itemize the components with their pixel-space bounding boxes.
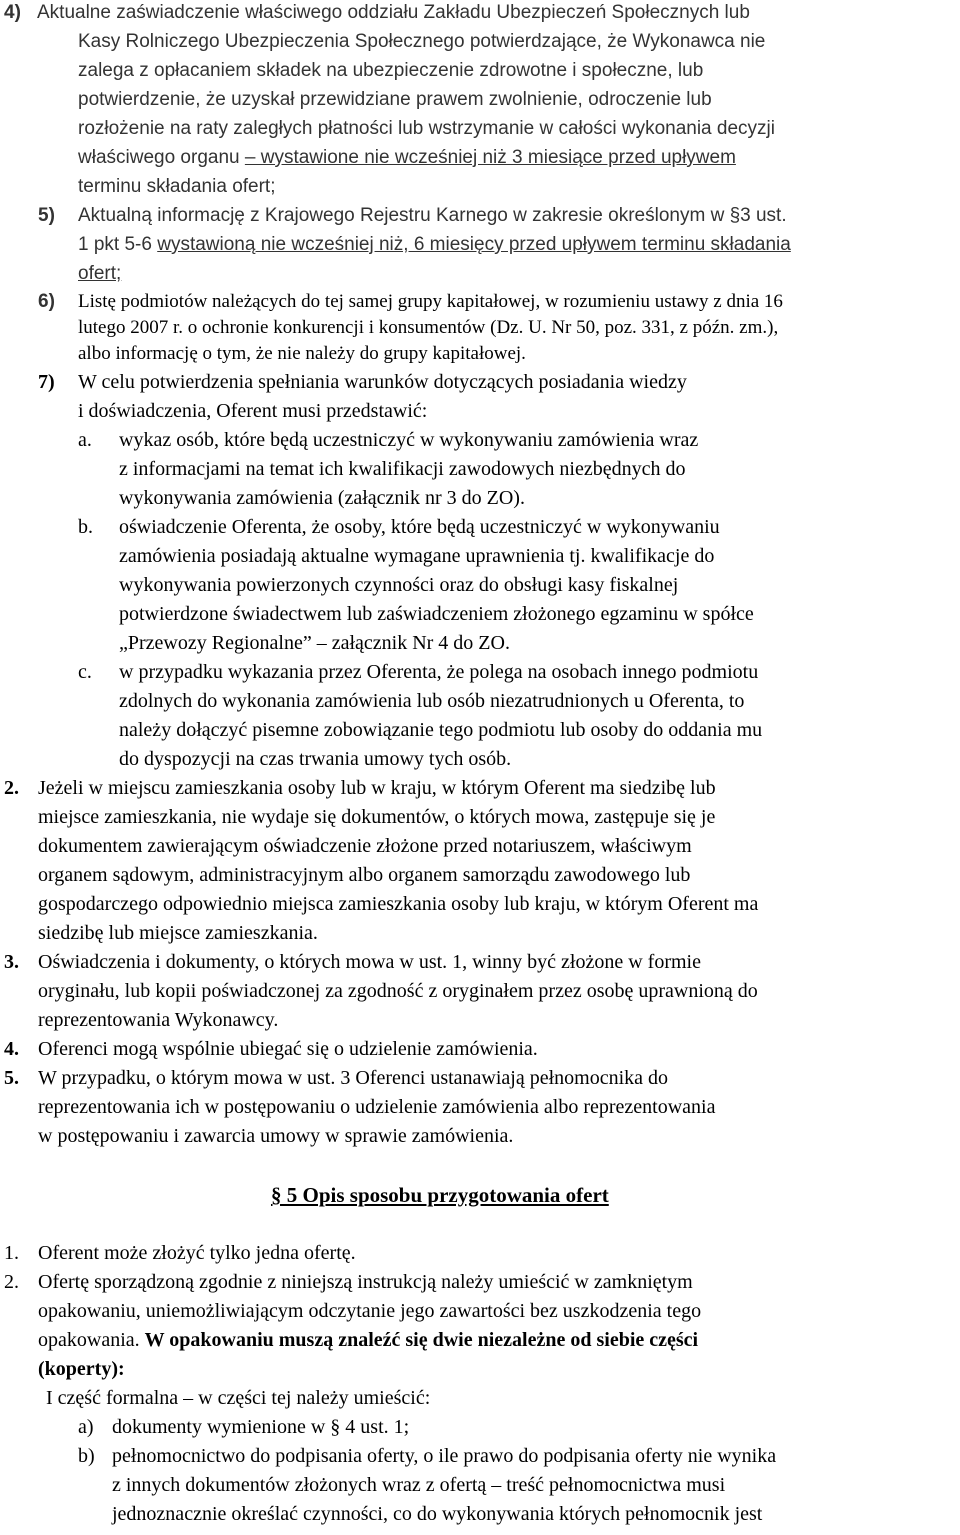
p5-line-3: w postępowaniu i zawarcia umowy w sprawie zamówienia. — [38, 1125, 514, 1147]
item7-line-1: W celu potwierdzenia spełniania warunków dotyczących posiadania wiedzy — [78, 371, 687, 393]
paragraph-number: 5. — [4, 1067, 19, 1089]
p3-line-3: reprezentowania Wykonawcy. — [38, 1009, 279, 1031]
p2-line-1: Jeżeli w miejscu zamieszkania osoby lub w kraju, w którym Oferent ma siedzibę lub — [38, 777, 716, 799]
section-heading: § 5 Opis sposobu przygotowania ofert — [271, 1183, 609, 1207]
item7-a-label: a. — [78, 429, 92, 451]
item4-line-6b: – wystawione nie wcześniej niż 3 miesiące przed upływem — [244, 147, 736, 168]
item5-line-2b: wystawioną nie wcześniej niż, 6 miesięcy przed upływem terminu składania — [157, 234, 791, 255]
part1-title: I część formalna – w części tej należy umieścić: — [46, 1387, 431, 1409]
item4-line-7: terminu składania ofert; — [78, 176, 276, 197]
part1-a-label: a) — [78, 1416, 94, 1438]
item4-line-6a: właściwego organu — [78, 147, 245, 168]
part1-b-line-3: jednoznacznie określać czynności, co do wykonywania których pełnomocnik jest — [112, 1503, 763, 1525]
item5-line-1: Aktualną informację z Krajowego Rejestru Karnego w zakresie określonym w §3 ust. — [78, 205, 787, 226]
paragraph-number: 3. — [4, 951, 19, 973]
item7-a-line-2: z informacjami na temat ich kwalifikacji zawodowych niezbędnych do — [119, 458, 686, 480]
item7-c-line-2: zdolnych do wykonania zamówienia lub osób niezatrudnionych u Oferenta, to — [119, 690, 745, 712]
item5-line-3: ofert; — [78, 263, 122, 284]
item7-a-line-3: wykonywania zamówienia (załącznik nr 3 do ZO). — [119, 487, 525, 509]
item4-line-4: potwierdzenie, że uzyskał przewidziane prawem zwolnienie, odroczenie lub — [78, 89, 712, 110]
s2-line-3 — [38, 1330, 698, 1350]
p5-line-2: reprezentowania ich w postępowaniu o udzielenie zamówienia albo reprezentowania — [38, 1096, 716, 1118]
item4-line-5: rozłożenie na raty zaległych płatności lub wstrzymanie w całości wykonania decyzji — [78, 118, 775, 139]
item6-line-1: Listę podmiotów należących do tej samej grupy kapitałowej, w rozumieniu ustawy z dnia 16 — [78, 291, 783, 312]
item5-line-2a: 1 pkt 5-6 — [78, 234, 158, 255]
paragraph-number: 4. — [4, 1038, 19, 1060]
p4-line-1: Oferenci mogą wspólnie ubiegać się o udzielenie zamówienia. — [38, 1038, 538, 1060]
p3-line-2: oryginału, lub kopii poświadczonej za zgodność z oryginałem przez osobę uprawnioną do — [38, 980, 758, 1002]
item7-b-line-2: zamówienia posiadają aktualne wymagane uprawnienia tj. kwalifikacje do — [119, 545, 715, 567]
part1-b-line-1: pełnomocnictwo do podpisania oferty, o ile prawo do podpisania oferty nie wynika — [112, 1445, 777, 1467]
s1-line-1: Oferent może złożyć tylko jedna ofertę. — [38, 1242, 356, 1264]
item4-line-1: Aktualne zaświadczenie właściwego oddziału Zakładu Ubezpieczeń Społecznych lub — [37, 2, 750, 23]
item4-line-3: zalega z opłacaniem składek na ubezpieczenie zdrowotne i społeczne, lub — [78, 60, 704, 81]
p3-line-1: Oświadczenia i dokumenty, o których mowa w ust. 1, winny być złożone w formie — [38, 951, 701, 973]
p5-line-1: W przypadku, o którym mowa w ust. 3 Oferenci ustanawiają pełnomocnika do — [38, 1067, 669, 1089]
item-number: 6) — [38, 291, 55, 312]
section-item-number: 1. — [4, 1242, 19, 1264]
item5-line-2 — [78, 235, 791, 254]
item6-line-2: lutego 2007 r. o ochronie konkurencji i konsumentów (Dz. U. Nr 50, poz. 331, z późn. zm.), — [78, 317, 779, 338]
item7-c-line-4: do dyspozycji na czas trwania umowy tych osób. — [119, 748, 512, 770]
item7-b-line-4: potwierdzone świadectwem lub zaświadczeniem złożonego egzaminu w spółce — [119, 603, 754, 625]
item7-c-line-1: w przypadku wykazania przez Oferenta, że polega na osobach innego podmiotu — [119, 661, 759, 683]
section-item-number: 2. — [4, 1271, 19, 1293]
item6-line-3: albo informację o tym, że nie należy do grupy kapitałowej. — [78, 343, 526, 364]
p2-line-2: miejsce zamieszkania, nie wydaje się dokumentów, o których mowa, zastępuje się je — [38, 806, 716, 828]
item7-a-line-1: wykaz osób, które będą uczestniczyć w wykonywaniu zamówienia wraz — [119, 429, 699, 451]
item7-b-line-5: „Przewozy Regionalne” – załącznik Nr 4 do ZO. — [119, 632, 510, 654]
item7-b-line-1: oświadczenie Oferenta, że osoby, które będą uczestniczyć w wykonywaniu — [119, 516, 720, 538]
item4-line-6 — [78, 148, 736, 167]
s2-line-3a: opakowania. — [38, 1329, 145, 1351]
s2-line-1: Ofertę sporządzoną zgodnie z niniejszą instrukcją należy umieścić w zamkniętym — [38, 1271, 693, 1293]
item7-c-line-3: należy dołączyć pisemne zobowiązanie tego podmiotu lub osoby do oddania mu — [119, 719, 763, 741]
s2-line-2: opakowaniu, uniemożliwiającym odczytanie jego zawartości bez uszkodzenia tego — [38, 1300, 702, 1322]
item-number: 7) — [38, 371, 55, 393]
paragraph-number: 2. — [4, 777, 19, 799]
item-number: 4) — [4, 2, 21, 23]
p2-line-4: organem sądowym, administracyjnym albo organem samorządu zawodowego lub — [38, 864, 691, 886]
s2-line-4: (koperty): — [38, 1358, 125, 1380]
part1-a-text: dokumenty wymienione w § 4 ust. 1; — [112, 1416, 410, 1438]
item7-line-2: i doświadczenia, Oferent musi przedstawić: — [78, 400, 428, 422]
item4-line-2: Kasy Rolniczego Ubezpieczenia Społecznego potwierdzające, że Wykonawca nie — [78, 31, 766, 52]
p2-line-5: gospodarczego odpowiednio miejsca zamieszkania osoby lub kraju, w którym Oferent ma — [38, 893, 759, 915]
p2-line-6: siedzibę lub miejsce zamieszkania. — [38, 922, 318, 944]
part1-b-label: b) — [78, 1445, 95, 1467]
item7-c-label: c. — [78, 661, 92, 683]
s2-line-3b: W opakowaniu muszą znaleźć się dwie niezależne od siebie części — [144, 1329, 699, 1351]
item7-b-line-3: wykonywania powierzonych czynności oraz do obsługi kasy fiskalnej — [119, 574, 679, 596]
part1-b-line-2: z innych dokumentów złożonych wraz z ofertą – treść pełnomocnictwa musi — [112, 1474, 726, 1496]
item7-b-label: b. — [78, 516, 93, 538]
p2-line-3: dokumentem zawierającym oświadczenie złożone przed notariuszem, właściwym — [38, 835, 692, 857]
item-number: 5) — [38, 205, 55, 226]
